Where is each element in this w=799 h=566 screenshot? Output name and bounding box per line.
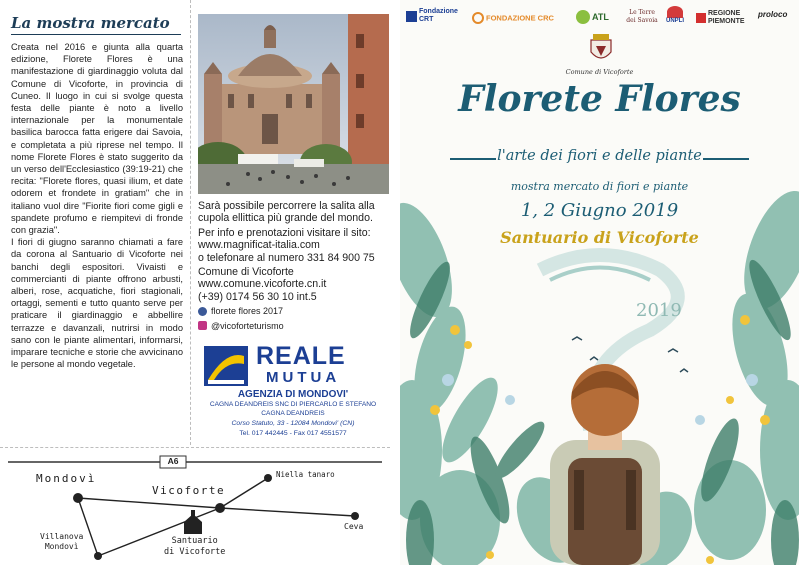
phone-text: o telefonare al numero 331 84 900 75: [198, 251, 375, 264]
mutua-word: MUTUA: [266, 369, 341, 386]
cover-tagline: mostra mercato di fiori e piante: [510, 180, 689, 193]
a6-label: A6: [167, 456, 179, 466]
comune-name: Comune di Vicoforte: [198, 266, 294, 278]
cover-panel: [400, 0, 799, 565]
reale-word: REALE: [256, 342, 346, 370]
crc-label: FONDAZIONE CRC: [486, 13, 554, 23]
cover-place: Santuario di Vicoforte: [500, 228, 699, 247]
terre-label: Le Terre dei Savoia: [626, 9, 658, 24]
agency-company: CAGNA DEANDREIS SNC DI PIERCARLO E STEFANO CAGNA DEANDREIS: [209, 401, 377, 417]
niella-label: Niella tanaro: [276, 470, 335, 479]
church-icon: [184, 510, 202, 534]
instagram-row[interactable]: [198, 320, 394, 332]
villanova-line-1: Villanova: [40, 532, 84, 541]
proloco-label: proloco: [758, 10, 788, 19]
santuario-label: [164, 536, 225, 558]
location-map: [0, 447, 390, 566]
villanova-line-2: Mondovì: [44, 542, 79, 551]
reale-mutua-logo: [204, 344, 379, 388]
mostra-paragraph-2: I fiori di giugno saranno chiamati a fare da corona al Santuario di Vicoforte nei banchi degli espositori. Vivaisti e commercianti di piante offrono arbusti, alberi, rose, acquatiche, fiori stagionali, ortaggi, sementi e tutto quanto serve per praticare il giardinaggio e abbellire terrazze e davanzali, nutrirsi in modo sano con le piante alimentari, informarsi, imparare tecniche e storie che avvicinano le persone al mondo vegetale.: [11, 237, 183, 370]
sponsor-crt: [406, 8, 465, 24]
santuario-photo: [198, 14, 389, 194]
sponsor-proloco: [758, 10, 787, 19]
villanova-point: [94, 552, 102, 560]
agency-block: [200, 389, 386, 439]
ceva-point: [351, 512, 359, 520]
sponsor-crc: [472, 12, 554, 24]
facebook-handle: florete flores 2017: [211, 306, 284, 317]
sponsor-terre: [626, 9, 658, 25]
vicoforte-label: Vicoforte: [152, 484, 226, 497]
booking-text: Per info e prenotazioni visitare il sito: www.magnificat-italia.com: [198, 226, 371, 252]
unpli-label: UNPLI: [666, 18, 684, 24]
regione-label: REGIONE PIEMONTE: [708, 10, 745, 25]
villanova-label: [40, 532, 83, 552]
sponsor-unpli: [666, 6, 684, 24]
cupola-text: Sarà possibile percorrere la salita alla cupola ellittica più grande del mondo.: [198, 200, 375, 225]
facebook-icon: [198, 307, 207, 316]
comune-website[interactable]: www.comune.vicoforte.cn.it: [198, 278, 327, 291]
contacts-block: [198, 266, 394, 332]
cover-dates: 1, 2 Giugno 2019: [520, 200, 679, 221]
niella-point: [264, 474, 272, 482]
sponsor-atl: [576, 10, 609, 24]
santuario-line-1: Santuario: [171, 536, 218, 546]
mondovi-label: Mondovì: [36, 472, 97, 485]
person-figure: [550, 364, 660, 565]
visit-info: [198, 200, 394, 266]
ceva-label: Ceva: [344, 522, 364, 531]
unpli-icon: [667, 6, 683, 18]
cover-year: 2019: [636, 300, 682, 321]
mostra-body: [11, 41, 183, 370]
mondovi-point: [73, 493, 83, 503]
instagram-handle: @vicoforteturismo: [211, 320, 284, 331]
agency-tel: Tel. 017 442445 - Fax 017 4551577: [239, 430, 347, 437]
mostra-title: La mostra mercato: [11, 14, 170, 32]
agency-name: AGENZIA DI MONDOVI': [237, 389, 349, 400]
agency-address: Corso Statuto, 33 - 12084 Mondovi' (CN): [231, 420, 355, 427]
comune-phone: (+39) 0174 56 30 10 int.5: [198, 290, 317, 303]
atl-icon: [576, 10, 590, 24]
vicoforte-point: [215, 503, 225, 513]
atl-label: ATL: [592, 12, 609, 22]
reale-mutua-emblem-icon: [204, 346, 248, 386]
regione-icon: [696, 13, 706, 23]
crt-icon: [406, 11, 417, 22]
instagram-icon: [198, 321, 207, 330]
facebook-row[interactable]: [198, 305, 394, 317]
cover-title: Florete Flores: [458, 78, 741, 120]
comune-crest-icon: [587, 32, 615, 64]
santuario-line-2: di Vicoforte: [164, 547, 226, 557]
crc-icon: [472, 12, 484, 24]
sponsor-regione: [696, 10, 758, 26]
cover-comune: Comune di Vicoforte: [565, 68, 634, 76]
mostra-paragraph-1: Creata nel 2016 e giunta alla quarta edizione, Florete Flores è una manifestazione di giardinaggio voluta dal Comune di Vicoforte, in provincia di Cuneo. Il luogo in cui si svolge questa festa delle piante è noto a livello internazionale per la monumentale basilica barocca fatta erigere dai Savoia, e completata a più riprese nel tempo. Il nome Florete Flores è stato suggerito da un verso dell'Ecclesiastico (39:19-21) che recita: "Florete flores, quasi ilium, et date odorem et frondete in gratiam" che in italiano vuol dire "Fiorite fiori come gigli e spandete profumo e riempitevi di fronde con grazia".: [11, 42, 183, 236]
cover-subtitle: l'arte dei fiori e delle piante: [497, 148, 702, 164]
crt-label: Fondazione CRT: [419, 8, 458, 23]
title-rule: [11, 34, 181, 35]
